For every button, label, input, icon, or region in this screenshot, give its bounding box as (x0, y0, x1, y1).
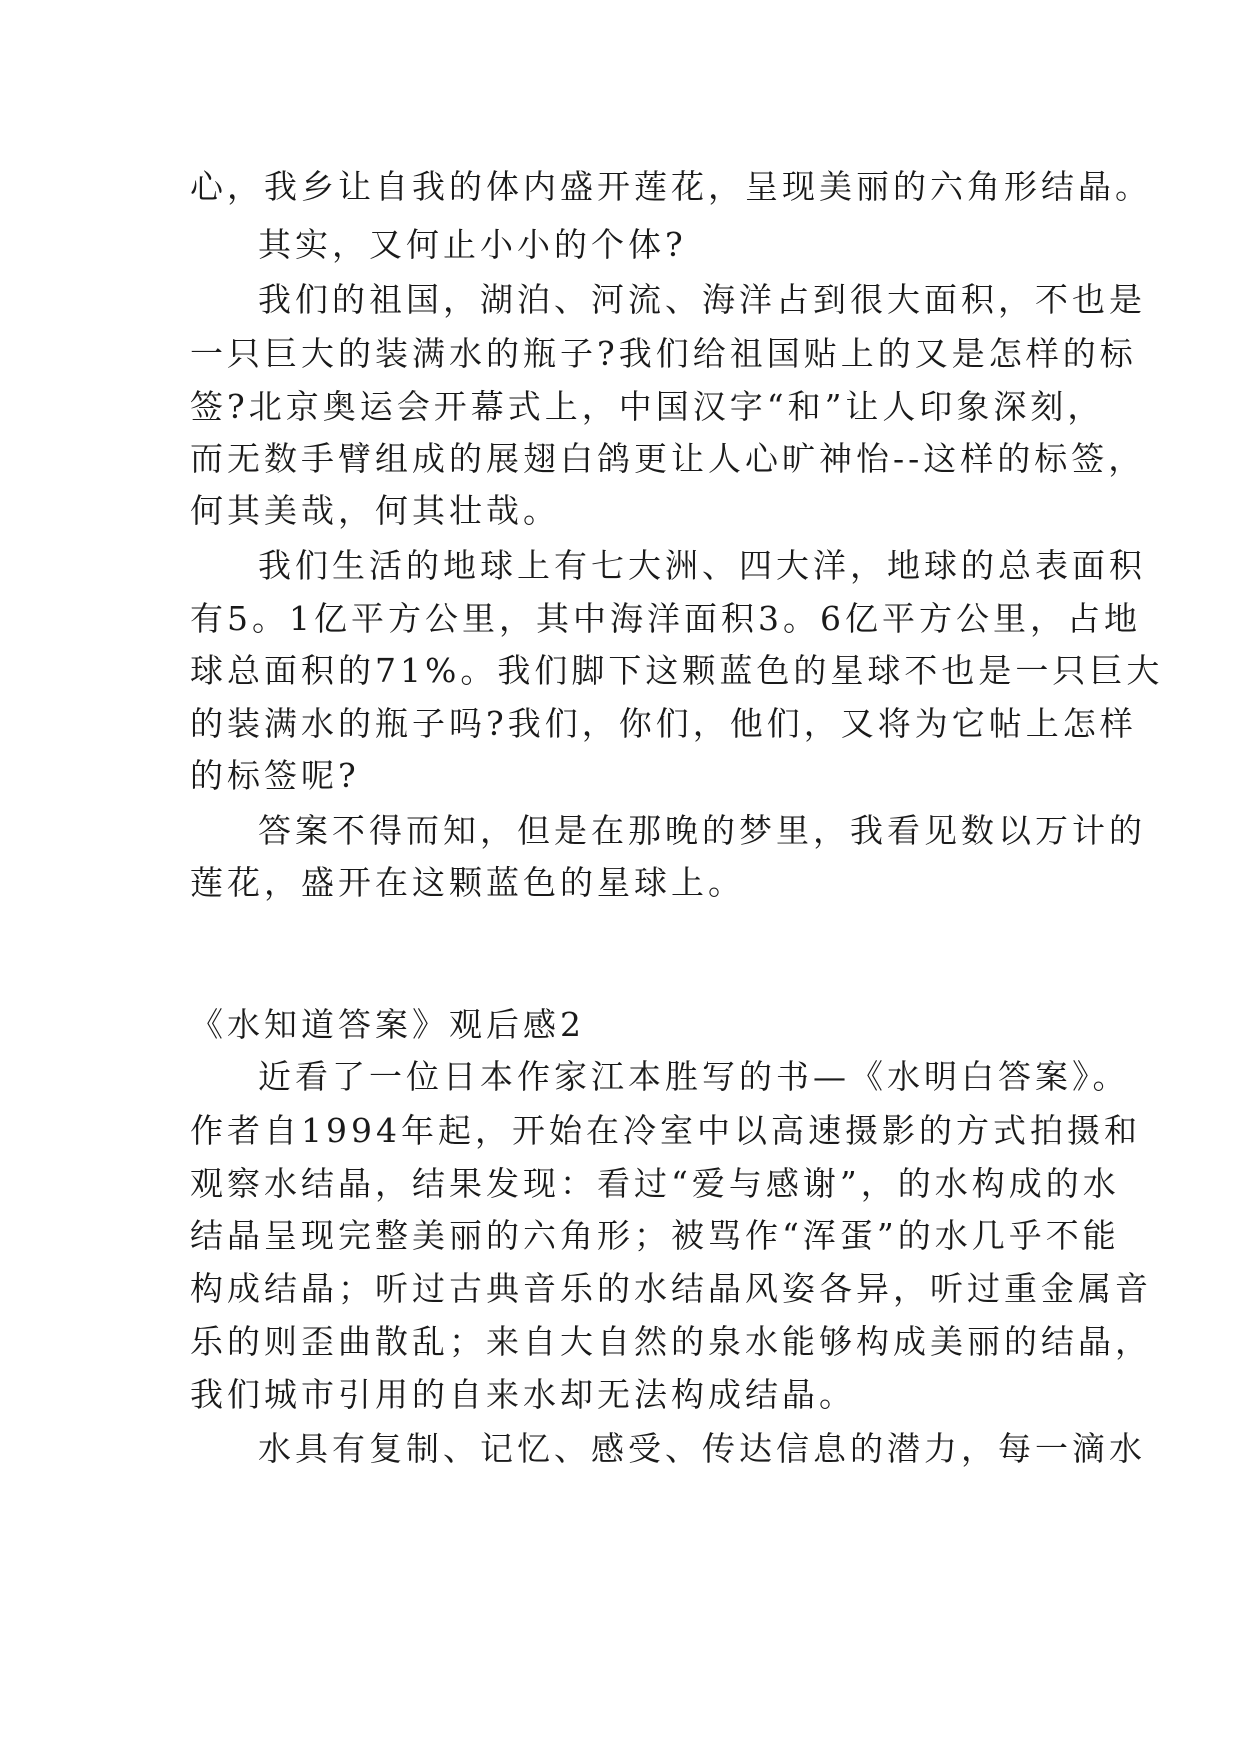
text-line: 我们的祖国，湖泊、河流、海洋占到很大面积，不也是 (258, 280, 1146, 319)
text-line: 乐的则歪曲散乱；来自大自然的泉水能够构成美丽的结晶， (190, 1322, 1152, 1361)
text-line: 签?北京奥运会开幕式上，中国汉字“和”让人印象深刻， (190, 387, 1105, 426)
text-line: 构成结晶；听过古典音乐的水结晶风姿各异，听过重金属音 (190, 1269, 1152, 1308)
text-line: 何其美哉，何其壮哉。 (190, 491, 560, 530)
text-line: 其实，又何止小小的个体? (258, 225, 687, 264)
text-line: 结晶呈现完整美丽的六角形；被骂作“浑蛋”的水几乎不能 (190, 1216, 1120, 1255)
text-line: 的标签呢? (190, 756, 360, 795)
text-line: 的装满水的瓶子吗?我们，你们，他们，又将为它帖上怎样 (190, 704, 1137, 743)
text-line: 近看了一位日本作家江本胜写的书—《水明白答案》。 (258, 1057, 1130, 1096)
section-heading: 《水知道答案》观后感2 (190, 1005, 585, 1044)
text-line: 而无数手臂组成的展翅白鸽更让人心旷神怡--这样的标签， (190, 439, 1146, 478)
text-line: 答案不得而知，但是在那晚的梦里，我看见数以万计的 (258, 811, 1146, 850)
text-line: 一只巨大的装满水的瓶子?我们给祖国贴上的又是怎样的标 (190, 334, 1137, 373)
text-line: 我们城市引用的自来水却无法构成结晶。 (190, 1375, 856, 1414)
text-line: 作者自1994年起，开始在冷室中以高速摄影的方式拍摄和 (190, 1111, 1141, 1150)
text-line: 球总面积的71%。我们脚下这颗蓝色的星球不也是一只巨大 (190, 651, 1164, 690)
text-line: 我们生活的地球上有七大洲、四大洋，地球的总表面积 (258, 546, 1146, 585)
text-line: 观察水结晶，结果发现：看过“爱与感谢”，的水构成的水 (190, 1164, 1120, 1203)
text-line: 水具有复制、记忆、感受、传达信息的潜力，每一滴水 (258, 1429, 1146, 1468)
text-line: 莲花，盛开在这颗蓝色的星球上。 (190, 863, 745, 902)
text-line: 有5。1亿平方公里，其中海洋面积3。6亿平方公里，占地 (190, 599, 1141, 638)
text-line: 心，我乡让自我的体内盛开莲花，呈现美丽的六角形结晶。 (190, 167, 1152, 206)
